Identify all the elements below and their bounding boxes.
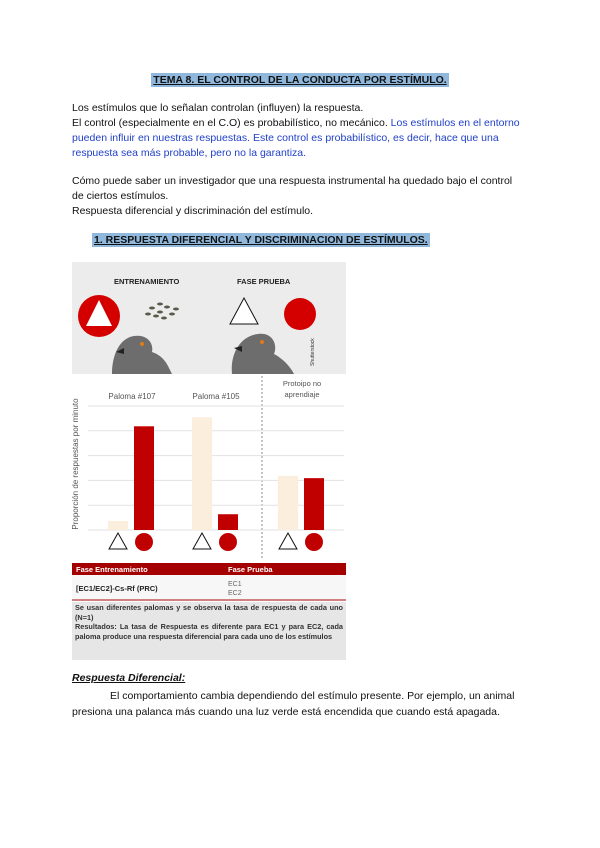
title-text: TEMA 8. EL CONTROL DE LA CONDUCTA POR ESTÍMULO. [153, 74, 447, 86]
circle-icon [305, 533, 323, 551]
bar-circle-3 [304, 478, 324, 530]
table-header-right: Fase Prueba [228, 565, 273, 574]
group-label: Paloma #105 [192, 392, 240, 401]
question-line-2: Respuesta diferencial y discriminación del estímulo. [72, 205, 314, 217]
circle-icon [219, 533, 237, 551]
question-line-1: Cómo puede saber un investigador que una respuesta instrumental ha quedado bajo el control de ciertos estímulos. [72, 175, 513, 202]
intro-line-2: El control (especialmente en el C.O) es probabilístico, no mecánico. Los estímulos en el entorno pueden influir en nuestras respuestas. Este control es probabilístico, es decir, hace que una respuesta sea más probable, pero no la garantiza. [72, 117, 520, 159]
table-cell-ec1: EC1 [228, 581, 242, 588]
notes-line-2: Resultados: La tasa de Respuesta es diferente para EC1 y para EC2, cada paloma produce una respuesta diferencial para cada uno de los estímulos [75, 622, 343, 641]
body-paragraph: El comportamiento cambia dependiendo del estímulo presente. Por ejemplo, un animal presiona una palanca más cuando una luz verde está encendida que cuando está apagada. [72, 690, 515, 718]
photo-credit: Shutterstock [310, 338, 316, 366]
page-title [0, 70, 600, 88]
bar-triangle-1 [108, 521, 128, 530]
group-label: Protoipo no aprendiaje [282, 379, 322, 399]
bar-triangle-3 [278, 476, 298, 530]
table-cell-ec2: EC2 [228, 590, 242, 597]
test-circle-icon [284, 298, 316, 330]
group-label: Paloma #107 [108, 392, 156, 401]
label-entrenamiento: ENTRENAMIENTO [114, 277, 180, 286]
intro-blue-text: Los estímulos en el entorno pueden influir en nuestras respuestas. Este control es probabilístico, es decir, hace que una respuesta sea más probable, pero no la garantiza. [72, 117, 520, 159]
bar-circle-1 [134, 426, 154, 530]
question-paragraph [72, 174, 522, 219]
y-axis-label: Proporción de respuestas por minuto [71, 398, 80, 530]
table-cell-left: [EC1/EC2]-Cs-Rf (PRC) [76, 584, 158, 593]
figure-svg [72, 262, 346, 662]
bar-triangle-2 [192, 417, 212, 530]
subheading: Respuesta Diferencial: [72, 672, 186, 684]
table-header-left: Fase Entrenamiento [76, 565, 148, 574]
intro-line-1: Los estímulos que lo señalan controlan (influyen) la respuesta. [72, 102, 364, 114]
section-heading: 1. RESPUESTA DIFERENCIAL Y DISCRIMINACION DE ESTÍMULOS. [94, 234, 428, 246]
circle-icon [135, 533, 153, 551]
bar-circle-2 [218, 514, 238, 530]
label-fase-prueba: FASE PRUEBA [237, 277, 291, 286]
figure [72, 262, 346, 662]
intro-paragraph [72, 101, 522, 161]
notes-line-1: Se usan diferentes palomas y se observa la tasa de respuesta de cada uno (N=1) [75, 603, 343, 622]
